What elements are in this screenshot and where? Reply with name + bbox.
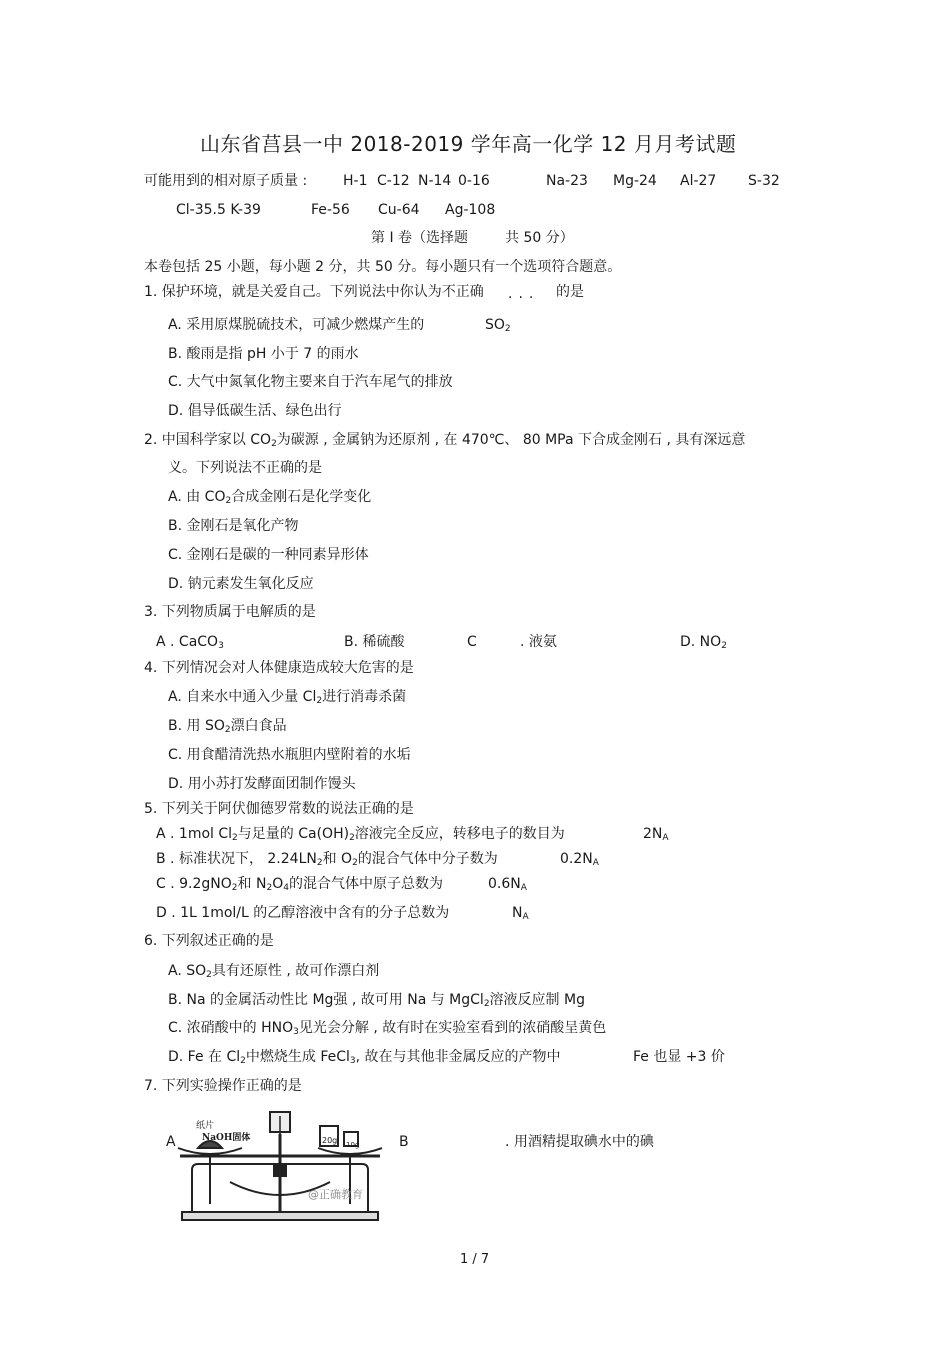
figure-label-paper: 纸片 [196, 1121, 215, 1131]
q4-option-b: B. 用 $SO_2$漂白食品 [168, 718, 287, 735]
q5-option-c-value: $0.6N_A$ [488, 876, 527, 893]
q3-option-c: . 液氨 [520, 634, 557, 650]
q2-option-b: B. 金刚石是氧化产物 [168, 518, 299, 534]
q1-option-a: A. 采用原煤脱硫技术，可减少燃煤产生的 [168, 317, 425, 333]
q1-stem: 1. 保护环境，就是关爱自己。下列说法中你认为不正确 [144, 284, 484, 300]
q6-option-c: C. 浓硝酸中的 $HNO_3$见光会分解 , 故有时在实验室看到的浓硝酸呈黄色 [168, 1020, 607, 1037]
atomic-mass-o: 0-16 [458, 173, 490, 189]
q5-option-a-value: $2N_A$ [643, 826, 669, 843]
q6-option-b: B. Na 的金属活动性比 Mg强 , 故可用 Na 与 MgCl$_2$溶液反应制 Mg [168, 992, 585, 1009]
q3-option-d: D. $NO_2$ [680, 634, 727, 651]
page-number: 1 / 7 [460, 1252, 490, 1267]
q5-stem: 5. 下列关于阿伏伽德罗常数的说法正确的是 [144, 801, 414, 817]
q1-option-a-formula: $SO_2$ [485, 317, 511, 334]
atomic-mass-na: Na-23 [546, 173, 588, 189]
q4-option-c: C. 用食醋清洗热水瓶胆内壁附着的水垢 [168, 747, 411, 763]
q2-option-c: C. 金刚石是碳的一种同素异形体 [168, 547, 369, 563]
q6-option-a: A. $SO_2$具有还原性 , 故可作漂白剂 [168, 963, 380, 980]
q1-option-d: D. 倡导低碳生活、绿色出行 [168, 403, 342, 419]
q5-option-d: D . 1L 1mol/L 的乙醇溶液中含有的分子总数为 [156, 905, 450, 921]
atomic-mass-n: N-14 [418, 173, 452, 189]
section-header-score: 共 50 分） [505, 230, 574, 246]
q1-option-c: C. 大气中氮氧化物主要来自于汽车尾气的排放 [168, 374, 453, 390]
q7-option-b-letter: B [399, 1134, 409, 1150]
q6-option-d: D. Fe 在 $Cl_2$中燃烧生成 FeCl$_3$, 故在与其他非金属反应的产物中 [168, 1049, 561, 1066]
figure-label-naoh: NaOH固体 [202, 1133, 251, 1143]
q2-stem: 2. 中国科学家以 $CO_2$为碳源 , 金属钠为还原剂 , 在 470℃、 80 MPa 下合成金刚石 , 具有深远意 [144, 432, 746, 449]
q2-option-d: D. 钠元素发生氧化反应 [168, 576, 314, 592]
q2-stem-continued: 义。下列说法不正确的是 [168, 460, 322, 476]
q3-option-c-letter: C [467, 634, 477, 650]
q4-option-a: A. 自来水中通入少量 $Cl_2$进行消毒杀菌 [168, 689, 407, 706]
q3-stem: 3. 下列物质属于电解质的是 [144, 604, 316, 620]
figure-label-weight-10g: 10g [346, 1141, 360, 1149]
q1-option-b: B. 酸雨是指 pH 小于 7 的雨水 [168, 346, 359, 362]
instructions: 本卷包括 25 小题，每小题 2 分，共 50 分。每小题只有一个选项符合题意。 [144, 259, 622, 275]
q4-option-d: D. 用小苏打发酵面团制作馒头 [168, 776, 356, 792]
q5-option-b-value: $0.2N_A$ [560, 851, 599, 868]
q3-option-b: B. 稀硫酸 [344, 634, 405, 650]
atomic-mass-al: Al-27 [680, 173, 717, 189]
watermark: @正确教育 [308, 1188, 363, 1201]
atomic-mass-cu: Cu-64 [378, 202, 420, 218]
atomic-mass-mg: Mg-24 [613, 173, 657, 189]
q3-option-a: A . CaCO$_3$ [156, 634, 224, 651]
q5-option-d-value: $N_A$ [512, 905, 529, 922]
atomic-mass-h: H-1 [343, 173, 368, 189]
q4-stem: 4. 下列情况会对人体健康造成较大危害的是 [144, 660, 414, 676]
figure-label-weight-20g: 20g [322, 1136, 338, 1145]
q7-option-b: . 用酒精提取碘水中的碘 [505, 1134, 654, 1150]
section-header: 第 I 卷（选择题 [371, 230, 469, 246]
q7-option-a-letter: A [166, 1134, 176, 1150]
q6-option-d-tail: Fe 也显 +3 价 [633, 1049, 725, 1065]
atomic-mass-label: 可能用到的相对原子质量 : [144, 173, 308, 189]
atomic-mass-fe: Fe-56 [311, 202, 350, 218]
q5-option-b: B . 标准状况下， $2.24LN_2$和 $O_2$的混合气体中分子数为 [156, 851, 498, 868]
q5-option-a: A . 1mol $Cl_2$与足量的 $Ca(OH)_2$溶液完全反应，转移电子的数目为 [156, 826, 565, 843]
q1-emphasis-dots: ... [508, 286, 540, 302]
q5-option-c: C . 9.2gNO$_2$和 $N_2O_4$的混合气体中原子总数为 [156, 876, 443, 893]
q2-option-a: A. 由 $CO_2$合成金刚石是化学变化 [168, 489, 372, 506]
atomic-mass-ag: Ag-108 [445, 202, 496, 218]
q6-stem: 6. 下列叙述正确的是 [144, 933, 274, 949]
q7-stem: 7. 下列实验操作正确的是 [144, 1078, 302, 1094]
atomic-mass-s: S-32 [748, 173, 780, 189]
atomic-mass-cl-k: Cl-35.5 K-39 [176, 202, 261, 218]
q1-stem-tail: 的是 [556, 284, 584, 300]
atomic-mass-c: C-12 [377, 173, 410, 189]
page-title: 山东省莒县一中 2018-2019 学年高一化学 12 月月考试题 [200, 132, 737, 156]
